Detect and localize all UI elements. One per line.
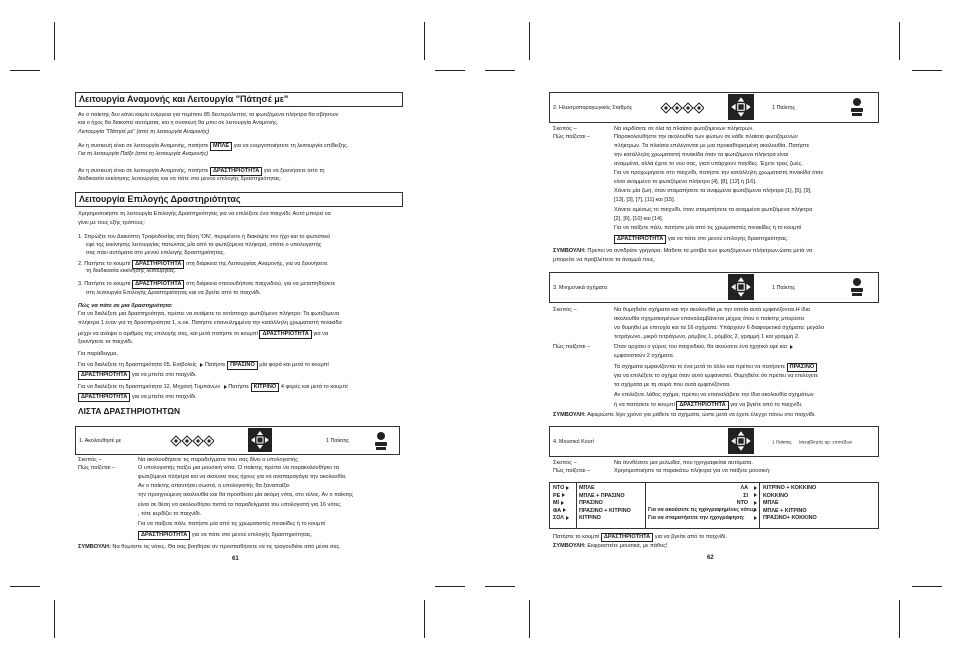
activity-key-label: ΔΡΑΣΤΗΡΙΟΤΗΤΑ (132, 260, 184, 269)
text-line: Χάνετε μία ζωή, όταν σταματήσετε τα αναμμένα φωτιζόμενα πλήκτρα [1], [5], [9], (614, 188, 812, 194)
table-cell: ΜΠΛΕ (763, 500, 779, 507)
text-span: Πατήστε το κουμπί (553, 534, 600, 540)
table-cell: ΜΠΛΕ + ΠΡΑΣΙΝΟ (579, 492, 625, 499)
label: Πώς παίζεται – (553, 134, 591, 140)
arrow-icon (754, 486, 757, 490)
text-span: για να ενεργοποιήσετε τη λειτουργία επίδειξης. (233, 143, 349, 149)
arrow-icon (561, 501, 564, 505)
text-line: Να θυμηθείτε σχήματα και την ακολουθία με την οποία αυτά εμφανίζονται.Η ίδια (614, 307, 811, 313)
arrow-icon (224, 385, 227, 389)
label: Σκοπός – (553, 126, 577, 132)
crop-mark (10, 70, 40, 71)
text-line: Αν επιλέξετε λάθος σχήμα, πρέπει να επαναλάβετε την ίδια ακολουθία σχημάτων (614, 392, 814, 398)
listen-instruction: Για να ακούσετε τις ηχογραφημένες νότες: (648, 507, 757, 513)
player-icon (374, 432, 388, 450)
label: Σκοπός – (78, 457, 102, 463)
crop-mark (485, 70, 515, 71)
crop-mark (912, 70, 942, 71)
text-line: [2], [6], [10] και [14]. (614, 216, 664, 222)
tip-line (553, 412, 816, 419)
text-span: για να βγείτε από το παιχνίδι. (730, 402, 803, 408)
text-line (78, 361, 329, 370)
table-cell: ΠΡΑΣΙΝΟ+ ΚΟΚΚΙΝΟ (763, 515, 817, 522)
crop-mark (10, 586, 40, 587)
text-line: τα σχήματα με τη σειρά που αυτά εμφανίζονται. (614, 382, 731, 388)
table-cell: ΜΠΛΕ (579, 485, 595, 491)
text-line: Ο υπολογιστής παίζει μια μουσική νότα. Ο παίκτης πρέπει να παρακολουθήσει τα (138, 465, 339, 471)
stop-instruction: Για να σταματήσετε την ηχογράφηση: (648, 514, 745, 521)
text-span: Πρέπει να αντιδράτε γρήγορα. Μάθετε τα μοτίβα των φωτιζόμενων πλήκτρων,ώστε μετά να (587, 248, 813, 254)
text-line: διαδικασία εκκίνησης λειτουργίας και να πάτε στο μενού επιλογής δραστηριότητας. (78, 176, 282, 182)
divider (576, 483, 577, 528)
notes-col-keys-right (763, 485, 817, 523)
text-line (78, 393, 197, 402)
text-line: Χάνετε αμέσως το παιχνίδι, όταν σταματήσετε τα αναμμένα φωτιζόμενα πλήκτρα (614, 207, 813, 213)
crop-mark (54, 600, 55, 638)
text-line (78, 330, 328, 339)
text-line: μπορείτε να προβλέπετε τα άναμμά τους. (553, 257, 656, 263)
text-line: Για να προχωρήσετε στο παιχνίδι, πατήστε την κατάλληλη χρωματιστή πινακίδα όταν (614, 170, 824, 176)
players-count: 1 Παίκτης (772, 439, 792, 444)
arrow-icon (754, 508, 757, 512)
activity-key-label: ΔΡΑΣΤΗΡΙΟΤΗΤΑ (132, 280, 184, 289)
text-line (614, 401, 802, 410)
crop-mark (435, 586, 465, 587)
label: Σκοπός – (553, 460, 577, 466)
text-line: Αν ο παίκτης απαντήσει σωστά, ο υπολογιστής θα ξαναπαίξει (138, 483, 290, 489)
text-span: Εκφραστείτε μουσικά, με πάθος! (587, 543, 668, 549)
text-line: και ο ήχος θα διακοπεί αυτόματα, και η συσκευή θα μπει σε λειτουργία Αναμονής. (78, 120, 279, 126)
players-count: 1 Παίκτης (326, 437, 350, 444)
list-item: 1. Σπρώξτε τον Διακόπτη Τροφοδοσίας στη θέση 'ON', περιμένετε ή διακόψτε τον ήχο και το φωτιστικό (78, 234, 331, 240)
text-line (138, 531, 312, 540)
text-line: ακολουθία σχηματισμένων επαναλαμβάνεται μέχρις ότου ο παίκτης μπορέσει (614, 316, 805, 322)
light-keys-icon (660, 102, 704, 114)
activity-key-label: ΔΡΑΣΤΗΡΙΟΤΗΤΑ (259, 330, 311, 339)
text-span: ή να πατήσετε το κουμπί (614, 402, 675, 408)
activity-key-label: ΔΡΑΣΤΗΡΙΟΤΗΤΑ (138, 531, 190, 540)
text-line: Για να παίξετε πάλι, πατήστε μία από τις χρωματιστές πινακίδες ή το κουμπί (614, 225, 802, 231)
tip-line (78, 544, 341, 551)
players-count: 1 Παίκτης (772, 284, 796, 291)
yellow-key-label: ΚΙΤΡΙΝΟ (251, 383, 280, 392)
activity-key-label: ΔΡΑΣΤΗΡΙΟΤΗΤΑ (210, 167, 262, 176)
text-line: Παρακολουθήστε την ακολουθία των φώτων σε κάθε πλαίσιο φωτιζόμενων (614, 134, 798, 140)
table-cell: ΦΑ (553, 508, 569, 516)
text-span: Για να διαλέξετε τη δραστηριότητα 05, Εισβολείς (78, 362, 197, 368)
table-cell: ΚΙΤΡΙΝΟ (579, 515, 601, 522)
text-span: για να (313, 331, 329, 337)
text-line (614, 235, 788, 244)
game-box (549, 92, 879, 123)
game-title: 1. Ακολουθησέ με (79, 437, 122, 444)
text-line: εμφανιστούν 2 σχήματα. (614, 353, 675, 359)
text-span: για να ξεκινήσετε από τη (263, 168, 325, 174)
game-box (549, 426, 879, 457)
text-span: μία φορά και μετά το κουμπί (259, 362, 329, 368)
blue-key-label: ΜΠΛΕ (210, 142, 232, 151)
text-line (78, 371, 197, 380)
text-line (614, 344, 793, 351)
activity-key-label: ΔΡΑΣΤΗΡΙΟΤΗΤΑ (601, 533, 653, 542)
text-span: Όταν αρχίσει ο γύρος του παιχνιδιού, θα ακούσετε ένα ηχητικό εφέ και (614, 344, 787, 350)
text-line: για να επιλέξετε το σχήμα όταν αυτό εμφανιστεί. Θυμηθείτε ότι πρέπει να επιλέγετε (614, 373, 818, 379)
text-line: τετράγωνο, μικρό τετράγωνο, ρόμβος 1, ρόμβος 2, γραμμή 1 και γραμμή 2. (614, 334, 800, 340)
game-title: 2. Ηλεκτροπαραγωγικός Σταθμός (553, 104, 633, 111)
text-span: Αφιερώστε λίγο χρόνο για μάθετε τα σχήματα, ώστε μετά να έχετε έλεγχο πάνω στο παιχνίδι. (587, 412, 816, 418)
subheading: Πώς να πάτε σε μια δραστηριότητα: (78, 303, 173, 309)
text-line: να θυμηθεί με επιτυχία και τα 16 σχήματα. Υπάρχουν 6 διαφορετικά σχήματα: μεγάλο (614, 325, 825, 331)
text-line (78, 142, 348, 151)
game-title: 3. Μνημονικά σχήματα (553, 284, 607, 291)
text-line: φωτιζόμενα πλήκτρα και να ακούσει τους ήχους για να αναπαραγάγει την ακολουθία. (138, 474, 347, 480)
dpad-icon (248, 428, 272, 452)
divider (645, 483, 646, 528)
text-span: Τα σχήματα εμφανίζονται το ένα μετά το άλλο και πρέπει να πατήσετε (614, 364, 785, 370)
table-cell: ΚΟΚΚΙΝΟ (763, 492, 789, 499)
text-line: πλήκτρα 1 έναν για τη δραστηριότητα 1, κ.οκ. Πατήστε επανειλημμένα την κατάλληλη χρωματιστή πινακίδα (78, 320, 342, 326)
crop-mark (54, 22, 55, 60)
text-span: Πατήστε (204, 362, 226, 368)
divider (759, 483, 760, 528)
game-box (549, 272, 879, 303)
game-title: 4. Μουσικό Κουτί (553, 438, 594, 445)
notes-col-notes-right (728, 485, 748, 508)
text-span: στη διάρκεια οποιουδήποτε παιχνιδιού, για να μεταπηδήσετε (186, 281, 336, 287)
text-span: Για να διαλέξετε τη δραστηριότητα 12, Μηχανή Τυμπάνων (78, 384, 221, 390)
text-span: για να μπείτε στο παιχνίδι. (131, 394, 197, 400)
text-line: Για παράδειγμα, (78, 351, 118, 357)
crop-mark (435, 70, 465, 71)
tip-label: ΣΥΜΒΟΥΛΗ: (78, 544, 111, 550)
arrow-icon (563, 508, 566, 512)
text-span: στη διάρκεια της Λειτουργίας Αναμονής, για να ξεκινήσετε (186, 261, 328, 267)
text-span: μέχρι να ανάψει ο αριθμός της επιλογής σας, και μετά πατήστε το κουμπί (78, 331, 258, 337)
text-span: Να θυμάστε τις νότες. Θα σας βοηθήσει αν προσπαθήσετε να τις τραγουδάτε από μέσα σας. (112, 544, 341, 550)
text-span: για να πάτε στο μενού επιλογής δραστηριότητας. (667, 236, 789, 242)
label: Πώς παίζεται – (553, 344, 591, 350)
green-key-label: ΠΡΑΣΙΝΟ (787, 363, 818, 372)
text-line: , τότε κερδίζει το παιχνίδι. (138, 511, 202, 517)
tip-label: ΣΥΜΒΟΥΛΗ: (553, 543, 586, 549)
notes-table (549, 482, 879, 529)
text-span: Αν η συσκευή είναι σε λειτουργία Αναμονής, πατήστε (78, 168, 209, 174)
crop-mark (912, 586, 942, 587)
list-item (78, 280, 335, 289)
tip-label: ΣΥΜΒΟΥΛΗ: (553, 412, 586, 418)
activity-key-label: ΔΡΑΣΤΗΡΙΟΤΗΤΑ (78, 393, 130, 402)
table-cell: ΛΑ (740, 485, 748, 491)
arrow-icon (566, 516, 569, 520)
text-line: ξεκινήσετε τα παιχνίδι. (78, 339, 134, 345)
text-line: πλήκτρων. Τα πλαίσια επιλέγονται με μια προκαθορισμένη ακολουθία. Πατήστε (614, 143, 810, 149)
notes-col-arrows (752, 485, 757, 523)
players-count: 1 Παίκτης (772, 104, 796, 111)
table-cell: ΡΕ (553, 493, 569, 501)
text-line: την κατάλληλη χρωματιστή πινακίδα όταν τα φωτιζόμενα πλήκτρα είναι (614, 152, 789, 158)
text-line: Να συνθέσετε μια μελωδία, που ηχογραφείται αυτόματα. (614, 460, 753, 466)
text-line: Να κερδίσετε σε όλα τα πλαίσια φωτιζόμενων πλήκτρων. (614, 126, 754, 132)
text-span: για να βγείτε από το παιχνίδι. (654, 534, 727, 540)
table-cell: ΝΤΟ (553, 485, 569, 493)
text-line: Για τη λειτουργία Παίξε (από τη λειτουργία Αναμονής) (78, 151, 209, 157)
dpad-icon (728, 274, 754, 300)
tip-line (553, 543, 667, 550)
table-cell: ΝΤΟ (736, 500, 748, 507)
text-line: Λειτουργία "Πάτησέ με" (από τη λειτουργία Αναμονής) (78, 129, 210, 135)
tip-label: ΣΥΜΒΟΥΛΗ: (553, 248, 586, 254)
text-line: Να ακολουθήσετε τις παραδείγματα που σας δίνει ο υπολογιστής (138, 457, 298, 463)
text-line: γίνει με τους εξής τρόπους: (78, 220, 145, 226)
crop-mark (424, 600, 425, 638)
label: Σκοπός – (553, 307, 577, 313)
levels-label: Μεταβλητός αρ. επιπέδων (799, 439, 853, 444)
player-icon (850, 278, 864, 296)
table-cell: ΣΟΛ (553, 515, 569, 523)
notes-instructions (648, 507, 756, 522)
crop-mark (485, 586, 515, 587)
arrow-icon (754, 516, 757, 520)
table-cell: ΣΙ (743, 492, 748, 499)
text-span: Πατήστε (228, 384, 250, 390)
crop-mark (424, 22, 425, 60)
activity-key-label: ΔΡΑΣΤΗΡΙΟΤΗΤΑ (676, 401, 728, 410)
crop-mark (899, 22, 900, 60)
table-cell: ΠΡΑΣΙΝΟ + ΚΙΤΡΙΝΟ (579, 507, 631, 514)
text-line: Για να παίξετε πάλι, πατήστε μία από τις χρωματιστές πινακίδες ή το κουμπί (138, 521, 326, 527)
activity-key-label: ΔΡΑΣΤΗΡΙΟΤΗΤΑ (78, 371, 130, 380)
text-line: την προηγούμενη ακολουθία και θα προσθέσει μία ακόμη νότα, στο τέλος. Αν ο παίκτης (138, 492, 354, 498)
text-line (553, 533, 727, 542)
text-line: [13], [3], [7], [11] και [15]. (614, 197, 676, 203)
table-cell: ΜΠΛΕ + ΚΙΤΡΙΝΟ (763, 507, 807, 514)
game-box (75, 426, 400, 455)
standby-title: Λειτουργία Αναμονής και Λειτουργία "Πάτησέ με" (75, 92, 403, 107)
tip-line (553, 248, 812, 255)
notes-col-keys-left (579, 485, 631, 523)
list-item: εφέ της εκκίνησης λειτουργίας πατώντας μία από τα φωτιζόμενα πλήκτρα, οπότε ο υπολογιστής (86, 242, 322, 248)
text-line: είναι σε θέση να ακολουθήσει πιστά τα παραδείγματα του υπολογιστή για 16 νότες (138, 502, 341, 508)
arrow-icon (566, 486, 569, 490)
arrow-icon (754, 501, 757, 505)
text-line: Χρησιμοποιήστε τα παρακάτω πλήκτρα για να παίξετε μουσική: (614, 468, 771, 474)
list-title: ΛΙΣΤΑ ΔΡΑΣΤΗΡΙΟΤΗΤΩΝ (78, 406, 181, 416)
arrow-icon (754, 493, 757, 497)
text-line (78, 383, 348, 392)
text-line: Αν ο παίκτης δεν κάνει καμία ενέργεια για περίπου 85 δευτερόλεπτα, τα φωτιζόμενα πλήκτρα θα σβήσουν (78, 112, 339, 118)
select-title: Λειτουργία Επιλογής Δραστηριότητας (75, 192, 403, 207)
green-key-label: ΠΡΑΣΙΝΟ (227, 361, 258, 370)
label: Πώς παίζεται – (553, 468, 591, 474)
table-cell: ΚΙΤΡΙΝΟ + ΚΟΚΚΙΝΟ (763, 485, 817, 491)
table-cell: ΜΙ (553, 500, 569, 508)
table-cell: ΠΡΑΣΙΝΟ (579, 500, 603, 507)
page-number: 61 (232, 556, 239, 562)
crop-mark (529, 22, 530, 60)
text-span: 3. Πατήστε το κουμπί (78, 281, 131, 287)
text-span: 2. Πατήστε το κουμπί (78, 261, 131, 267)
text-line: Για να διαλέξετε μια δραστηριότητα, πρέπει να ανάψετε το αντίστοιχο φωτιζόμενο πλήκτρο: Τα φωτιζόμενα (78, 311, 340, 317)
text-line (78, 167, 325, 176)
player-icon (850, 98, 864, 116)
light-keys-icon (170, 435, 214, 447)
label: Πώς παίζεται – (78, 465, 116, 471)
activity-key-label: ΔΡΑΣΤΗΡΙΟΤΗΤΑ (614, 235, 666, 244)
text-line: Χρησιμοποιήστε τη λειτουργία Επιλογής Δραστηριότητας για να επιλέξετε ένα παιχνίδι. Αυτό μπορεί να (78, 211, 331, 217)
dpad-icon (728, 428, 754, 454)
notes-col-notes-left (553, 485, 569, 523)
text-line: αναμμένα, αλλά έχετε το νου σας, γιατί υπάρχουν παγίδες. Έχετε τρεις ζωές. (614, 161, 803, 167)
arrow-icon (200, 363, 203, 367)
text-span: για να μπείτε στο παιχνίδι. (131, 372, 197, 378)
text-span: 4 φορές και μετά το κουμπί (280, 384, 348, 390)
text-span: για να πάτε στο μενού επιλογής δραστηριότητας. (191, 532, 313, 538)
page-number: 62 (707, 555, 714, 561)
crop-mark (899, 600, 900, 638)
dpad-icon (728, 94, 754, 120)
crop-mark (529, 600, 530, 638)
list-item: σας πάει αυτόματα στο μενού επιλογής δραστηριότητας. (86, 250, 225, 256)
list-item: στη λειτουργία Επιλογής Δραστηριότητας και να βγείτε από το παιχνίδι. (86, 290, 262, 296)
text-line (614, 363, 817, 372)
text-line: είναι αναμμένο το φωτιζόμενο πλήκτρο [4], [8], [12] ή [16]. (614, 179, 757, 185)
text-span: Αν η συσκευή είναι σε λειτουργία Αναμονής, πατήστε (78, 143, 209, 149)
list-item: τη διαδικασία εκκίνησης λειτουργίας. (86, 268, 176, 274)
arrow-icon (562, 493, 565, 497)
arrow-icon (790, 345, 793, 349)
